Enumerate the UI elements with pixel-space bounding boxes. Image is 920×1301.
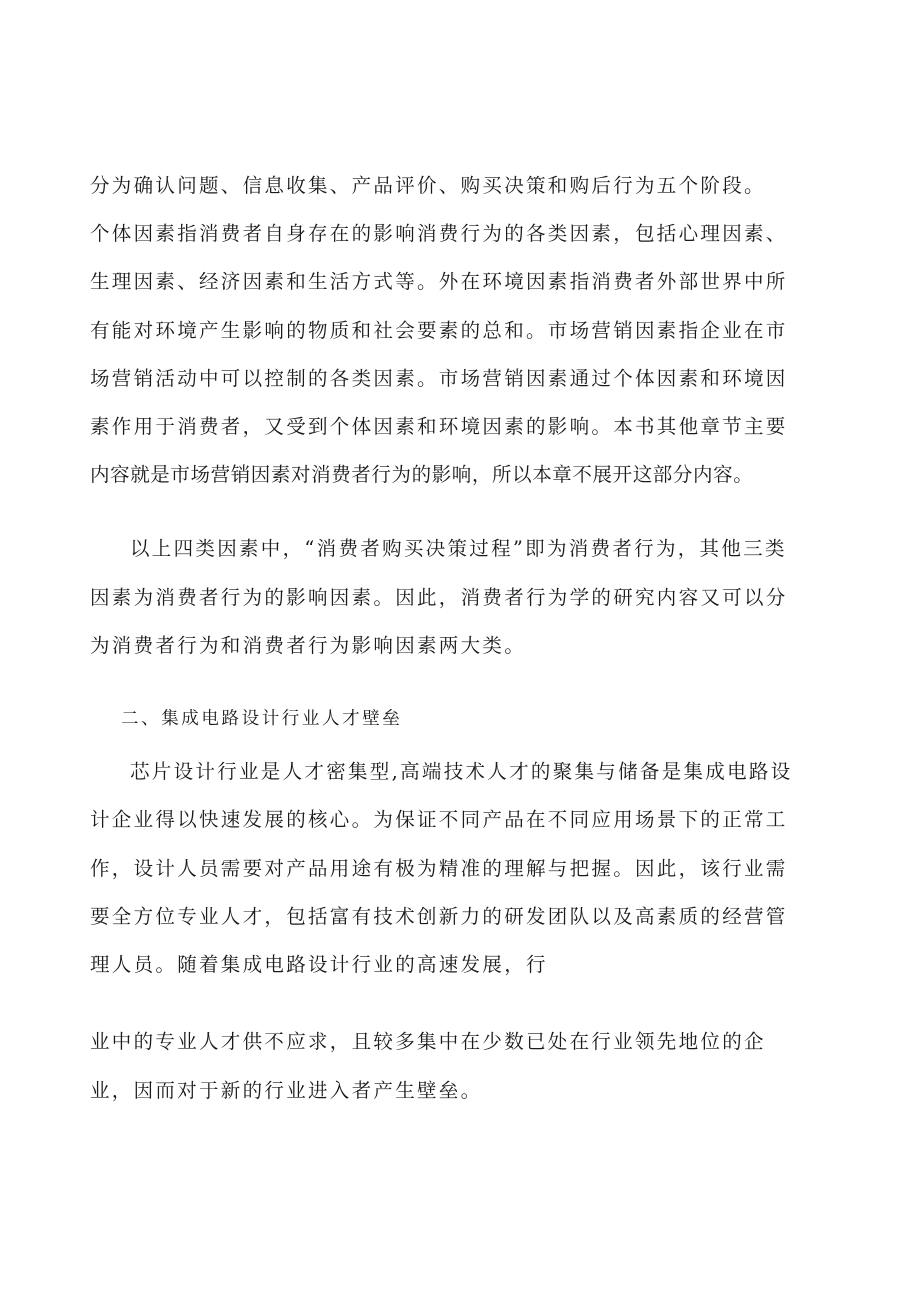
body-text-line: 业中的专业人才供不应求，且较多集中在少数已处在行业领先地位的企 <box>90 1030 766 1053</box>
body-text-line: 场营销活动中可以控制的各类因素。市场营销因素通过个体因素和环境因 <box>90 367 788 390</box>
body-text-line: 有能对环境产生影响的物质和社会要素的总和。市场营销因素指企业在市 <box>90 319 788 342</box>
body-text-line: 因素为消费者行为的影响因素。因此，消费者行为学的研究内容又可以分 <box>90 586 788 609</box>
body-text-line: 个体因素指消费者自身存在的影响消费行为的各类因素，包括心理因素、 <box>90 222 788 245</box>
body-text-line: 为消费者行为和消费者行为影响因素两大类。 <box>90 634 527 657</box>
section-heading: 二、集成电路设计行业人才壁垒 <box>121 709 403 729</box>
body-text-line: 理人员。随着集成电路设计行业的高速发展，行 <box>90 953 548 976</box>
body-text-line: 素作用于消费者，又受到个体因素和环境因素的影响。本书其他章节主要 <box>90 415 788 438</box>
body-text-line: 作，设计人员需要对产品用途有极为精准的理解与把握。因此，该行业需 <box>90 857 788 880</box>
paragraph-first-line: 以上四类因素中，“消费者购买决策过程”即为消费者行为，其他三类 <box>130 537 787 560</box>
body-text-line: 分为确认问题、信息收集、产品评价、购买决策和购后行为五个阶段。 <box>90 174 766 197</box>
body-text-line: 业，因而对于新的行业进入者产生壁垒。 <box>90 1079 483 1102</box>
body-text-line: 生理因素、经济因素和生活方式等。外在环境因素指消费者外部世界中所 <box>90 270 788 293</box>
body-text-line: 要全方位专业人才，包括富有技术创新力的研发团队以及高素质的经营管 <box>90 905 788 928</box>
paragraph-first-line: 芯片设计行业是人才密集型,高端技术人才的聚集与储备是集成电路设 <box>130 760 793 783</box>
body-text-line: 计企业得以快速发展的核心。为保证不同产品在不同应用场景下的正常工 <box>90 808 788 831</box>
body-text-line: 内容就是市场营销因素对消费者行为的影响，所以本章不展开这部分内容。 <box>90 463 754 486</box>
